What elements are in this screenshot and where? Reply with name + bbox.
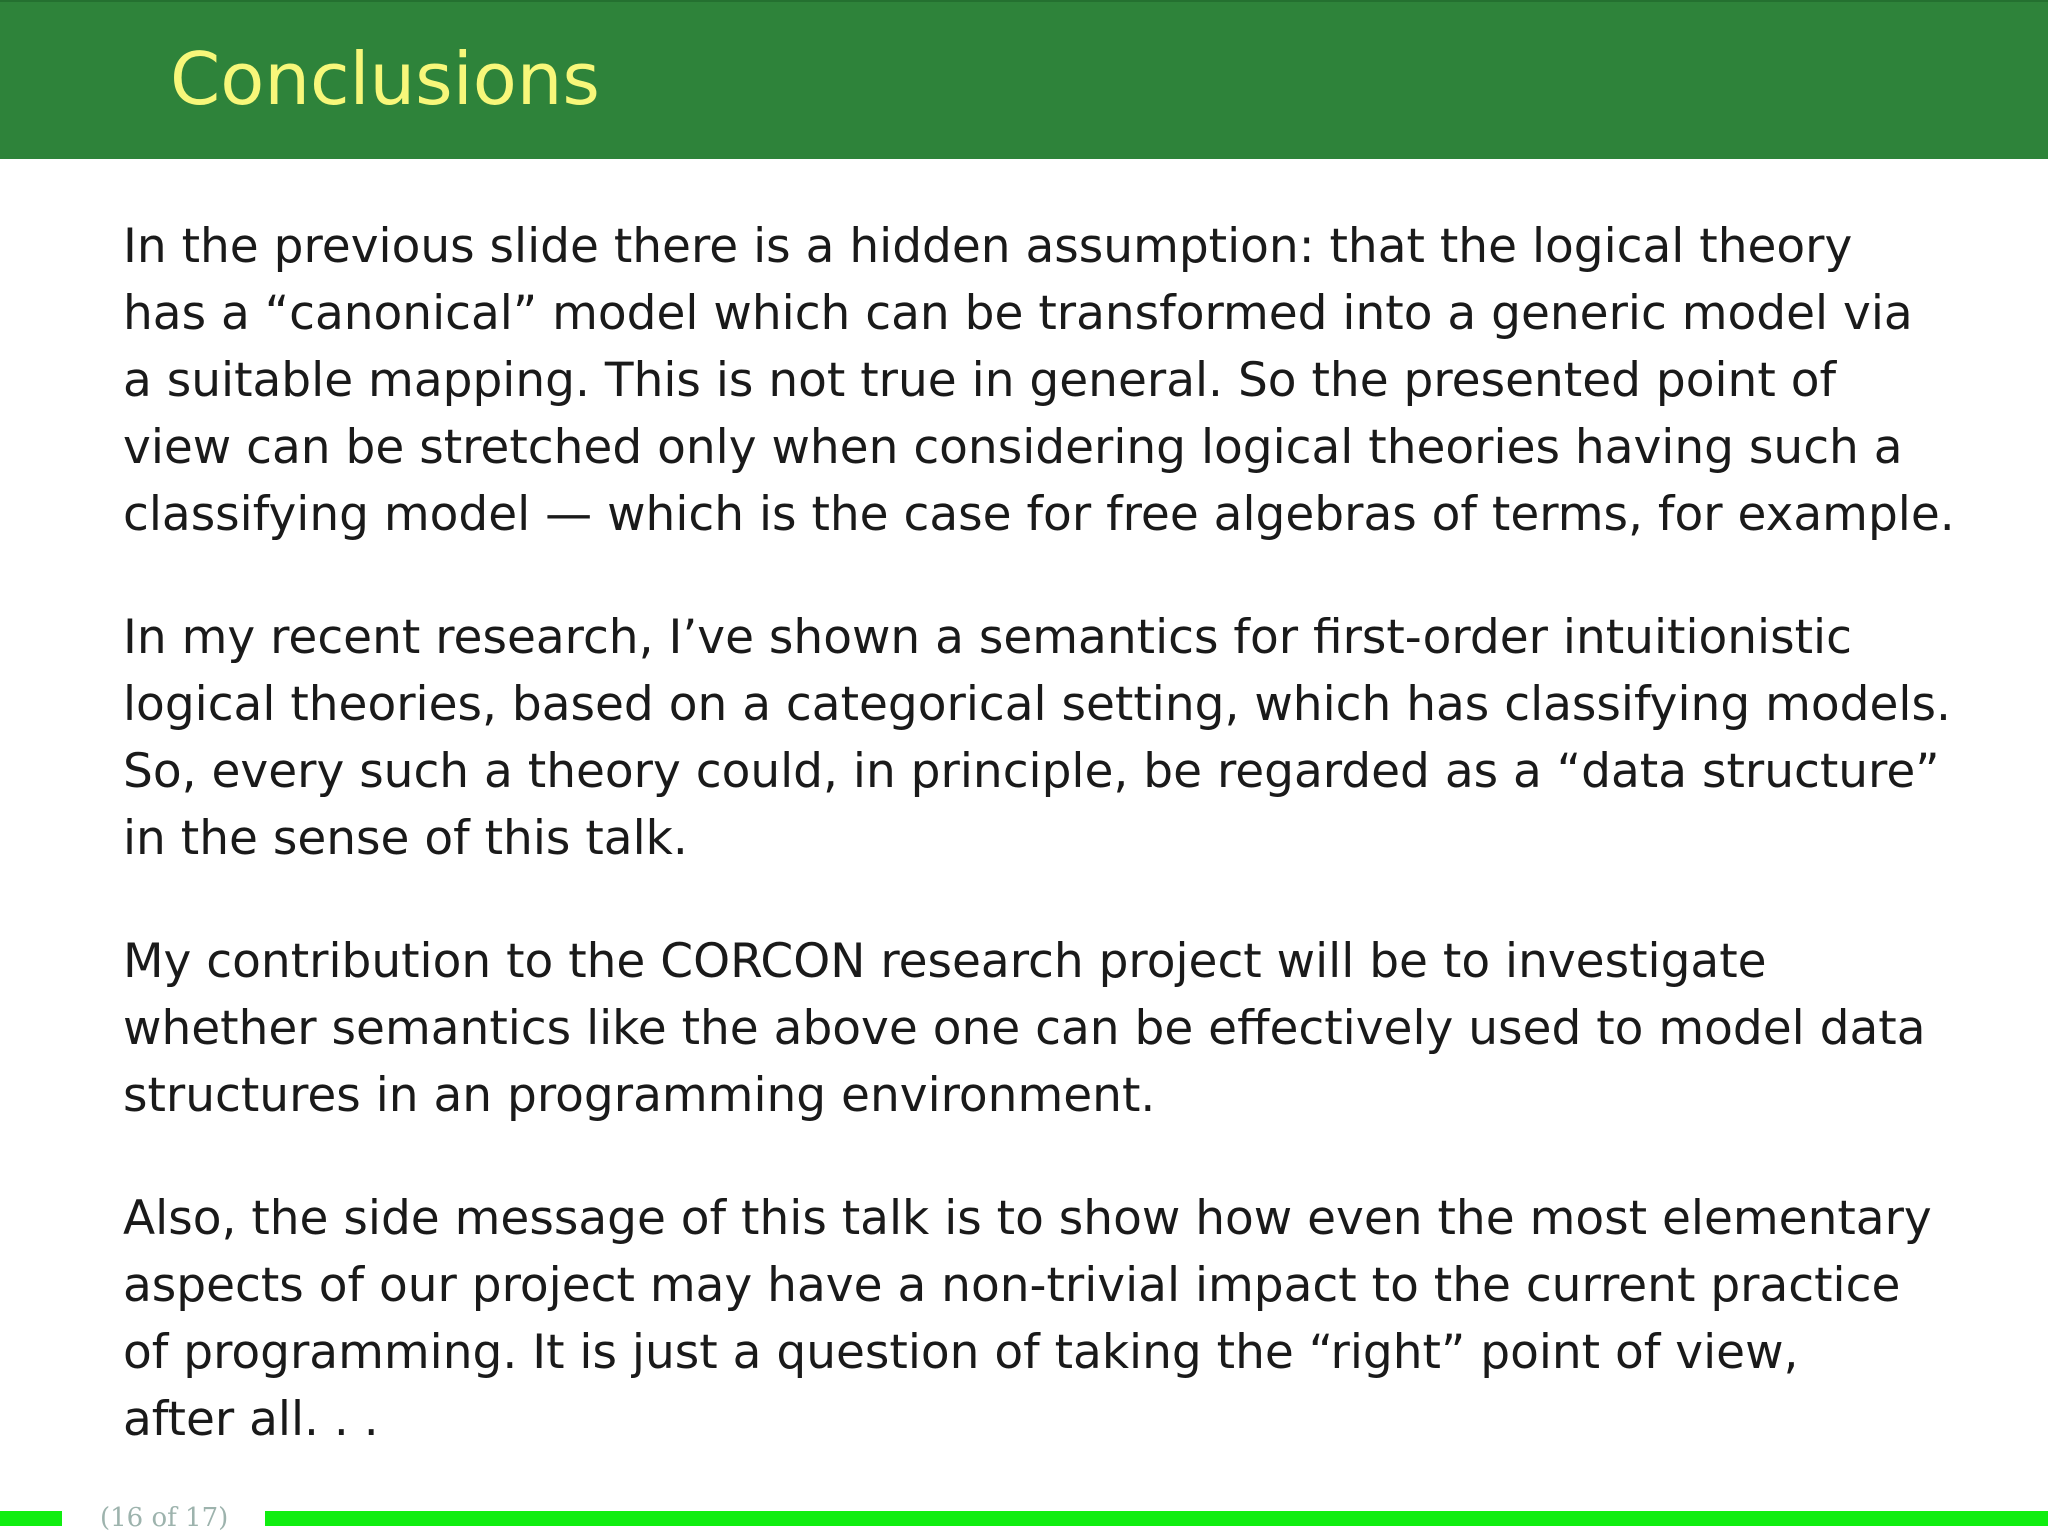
paragraph-side-message: Also, the side message of this talk is to show how even the most elementary aspects of our project may have a non-trivial impact to the current practice of programming. It is just a question of taking the “right” point of view, after all. . . — [123, 1191, 1932, 1447]
footer-bar-left — [0, 1511, 62, 1526]
slide-content — [123, 213, 1963, 1509]
page-number: (16 of 17) — [100, 1503, 229, 1533]
paragraph-corcon-contribution: My contribution to the CORCON research project will be to investigate whether semantics like the above one can be effectively used to model data structures in an programming environment. — [123, 934, 1926, 1123]
title-bar — [0, 0, 2048, 159]
footer — [0, 1500, 2048, 1536]
footer-bar-right — [265, 1511, 2048, 1526]
paragraph-hidden-assumption: In the previous slide there is a hidden assumption: that the logical theory has a “canonical” model which can be transformed into a generic model via a suitable mapping. This is not true in general. So the presented point of view can be stretched only when considering logical theories having such a classifying model — which is the case for free algebras of terms, for example. — [123, 219, 1955, 542]
paragraph-recent-research: In my recent research, I’ve shown a semantics for first-order intuitionistic logical theories, based on a categorical setting, which has classifying models. So, every such a theory could, in principle, be regarded as a “data structure” in the sense of this talk. — [123, 610, 1951, 866]
slide-title: Conclusions — [170, 37, 600, 121]
